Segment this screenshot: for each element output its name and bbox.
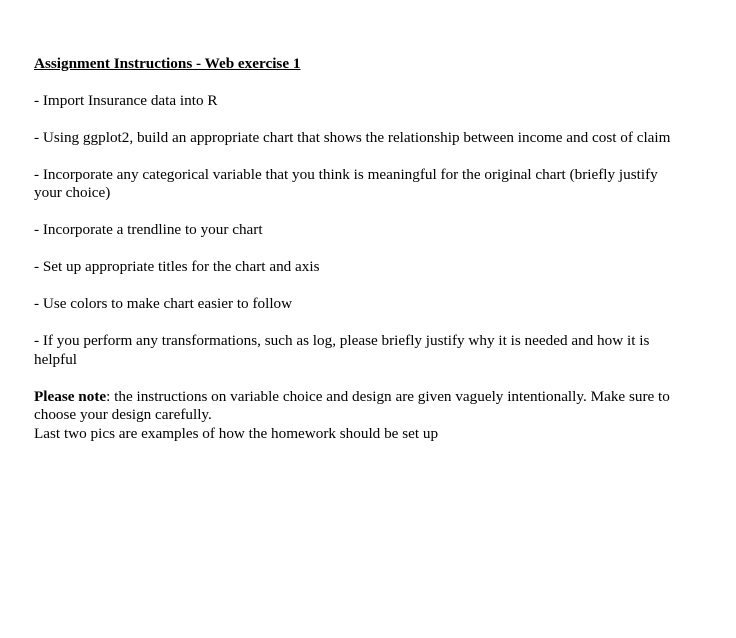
instruction-item-import: - Import Insurance data into R xyxy=(34,91,218,109)
instruction-item-trendline: - Incorporate a trendline to your chart xyxy=(34,221,263,238)
instruction-item-categorical-variable: - Incorporate any categorical variable that you think is meaningful for the original chart (briefly justify your choice) xyxy=(34,165,658,201)
instruction-item-transformations: - If you perform any transformations, such as log, please briefly justify why it is needed and how it is helpful xyxy=(34,332,650,368)
document-body xyxy=(34,55,684,443)
note-label: Please note xyxy=(34,387,107,405)
assignment-title: Assignment Instructions - Web exercise 1 xyxy=(34,55,301,72)
instruction-item-ggplot-chart: - Using ggplot2, build an appropriate chart that shows the relationship between income and cost of claim xyxy=(34,128,671,146)
note-paragraph xyxy=(34,388,684,425)
instruction-item-titles: - Set up appropriate titles for the chart and axis xyxy=(34,258,320,275)
footer-line: Last two pics are examples of how the homework should be set up xyxy=(34,424,439,442)
note-text: : the instructions on variable choice and design are given vaguely intentionally. Make sure to choose your design carefully. xyxy=(34,387,670,423)
instruction-item-colors: - Use colors to make chart easier to follow xyxy=(34,295,293,312)
